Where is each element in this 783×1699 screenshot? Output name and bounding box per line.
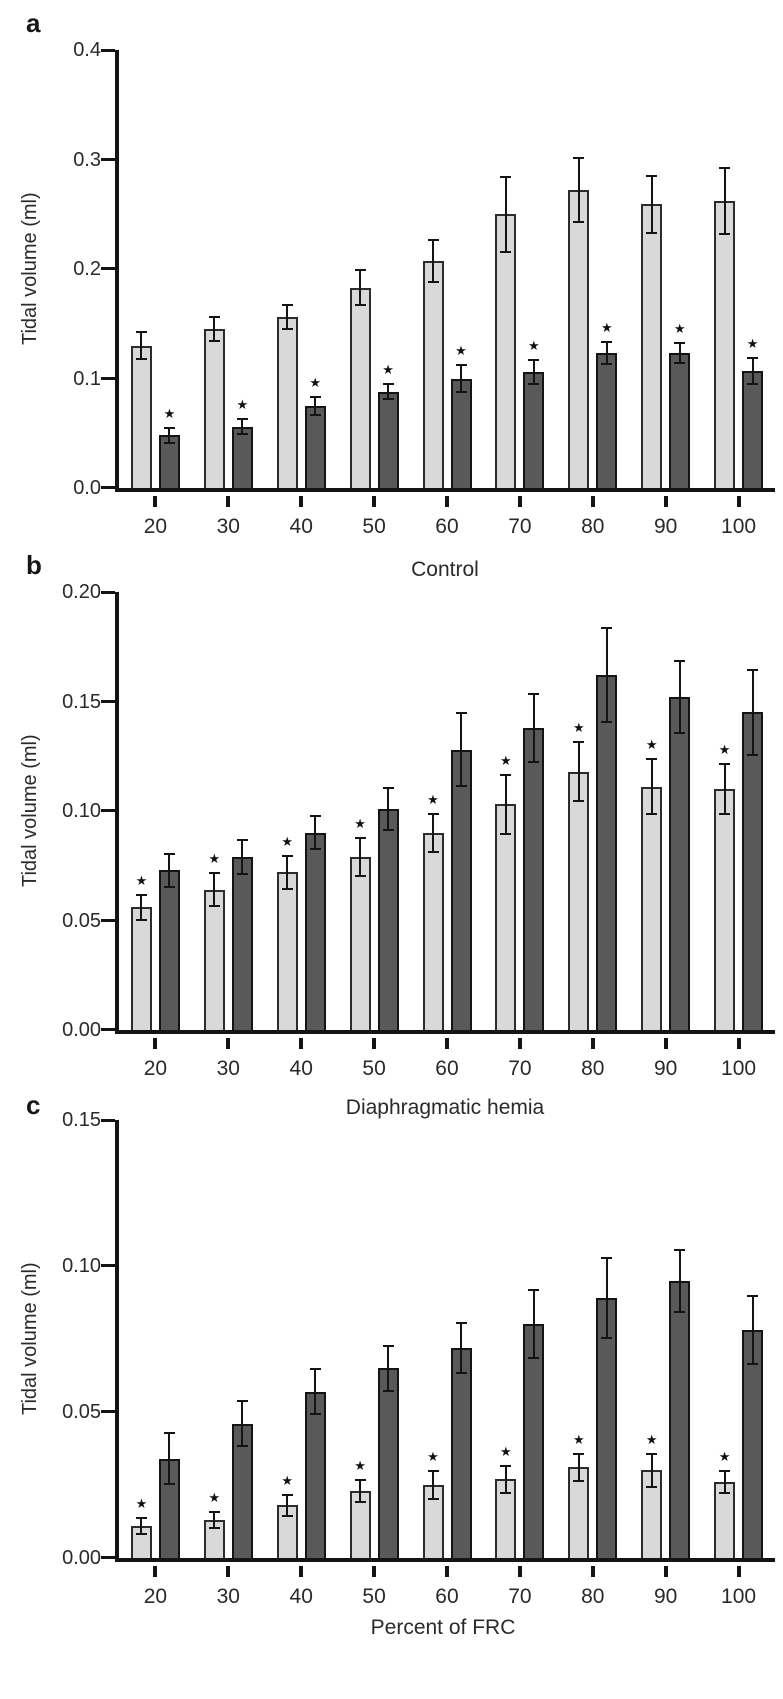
y-tick-label: 0.00 (62, 1019, 101, 1041)
y-tick (101, 591, 115, 594)
error-bar (528, 1289, 539, 1359)
significance-asterisk: ★ (673, 321, 686, 337)
panel-c-header (0, 1088, 783, 1120)
x-tick-label: 30 (216, 1585, 240, 1608)
dark-gray-bar (742, 371, 763, 488)
error-bar (601, 341, 612, 365)
panel-b-y-axis-label: Tidal volume (ml) (19, 734, 41, 888)
significance-asterisk: ★ (236, 396, 249, 412)
dark-gray-bar (378, 1368, 399, 1558)
x-tick (518, 1566, 522, 1577)
x-tick (737, 1566, 741, 1577)
significance-asterisk: ★ (208, 1490, 221, 1506)
dark-gray-bar (305, 406, 326, 488)
x-tick (299, 496, 303, 507)
dark-gray-bar (305, 1392, 326, 1558)
significance-asterisk: ★ (135, 1496, 148, 1512)
significance-asterisk: ★ (600, 320, 613, 336)
error-bar (747, 1295, 758, 1365)
significance-asterisk: ★ (163, 405, 176, 421)
dark-gray-bar (232, 857, 253, 1030)
dark-gray-bar (523, 728, 544, 1030)
error-bar (646, 758, 657, 815)
error-bar (747, 357, 758, 385)
y-tick-label: 0.0 (73, 477, 101, 499)
dark-gray-bar (378, 809, 399, 1030)
x-tick (153, 1038, 157, 1049)
y-tick-label: 0.15 (62, 690, 101, 713)
x-tick (226, 496, 230, 507)
significance-asterisk: ★ (455, 343, 467, 359)
error-bar (719, 1470, 730, 1493)
x-tick-label: 70 (508, 1585, 532, 1608)
dark-gray-bar (669, 697, 690, 1030)
error-bar (428, 1470, 439, 1499)
light-gray-bar (714, 789, 735, 1030)
dark-gray-bar (305, 833, 326, 1030)
y-tick (101, 1119, 115, 1122)
error-bar (355, 837, 366, 876)
error-bar (719, 167, 730, 235)
error-bar (136, 1517, 147, 1535)
x-tick-label: 60 (435, 515, 459, 538)
error-bar (136, 894, 147, 920)
panel-a-y-axis-label: Tidal volume (ml) (19, 192, 41, 346)
x-tick-label: 40 (289, 1585, 313, 1608)
y-tick-label: 0.10 (62, 1255, 101, 1277)
error-bar (646, 175, 657, 234)
error-bar (355, 1479, 366, 1502)
significance-asterisk: ★ (746, 335, 759, 351)
error-bar (601, 627, 612, 723)
panel-letter-a: a (26, 8, 41, 38)
dark-gray-bar (596, 675, 617, 1030)
x-tick (591, 1038, 595, 1049)
x-tick-label: 90 (653, 515, 678, 538)
x-tick-label: 30 (216, 515, 240, 538)
error-bar (237, 839, 248, 874)
error-bar (573, 157, 584, 223)
significance-asterisk: ★ (427, 792, 439, 808)
x-tick-label: 90 (653, 1585, 678, 1608)
y-tick (101, 919, 115, 922)
y-tick (101, 486, 115, 489)
error-bar (456, 712, 467, 786)
error-bar (209, 316, 220, 342)
x-tick-label: 30 (216, 1057, 240, 1080)
x-tick (372, 1038, 376, 1049)
error-bar (383, 787, 394, 831)
x-tick (445, 1566, 449, 1577)
significance-asterisk: ★ (281, 833, 294, 849)
significance-asterisk: ★ (309, 375, 322, 391)
light-gray-bar (131, 346, 152, 488)
panel-a-y-axis (15, 39, 101, 499)
y-tick (101, 267, 115, 270)
y-tick (101, 1264, 115, 1267)
error-bar (164, 853, 175, 888)
x-tick-label: 50 (362, 515, 386, 538)
panel-letter-b: b (26, 550, 42, 580)
x-tick-label: 100 (721, 1585, 757, 1608)
x-tick-label: 50 (362, 1585, 386, 1608)
error-bar (456, 1322, 467, 1375)
y-tick (101, 1410, 115, 1413)
panel-a-header (0, 4, 783, 50)
x-tick-label: 80 (581, 1585, 605, 1608)
error-bar (310, 396, 321, 416)
significance-asterisk: ★ (382, 361, 394, 377)
y-tick-label: 0.10 (62, 800, 101, 822)
x-tick (226, 1038, 230, 1049)
error-bar (428, 239, 439, 283)
dark-gray-bar (378, 392, 399, 488)
y-tick (101, 809, 115, 812)
error-bar (500, 1465, 511, 1494)
y-tick-label: 0.2 (73, 258, 101, 280)
panel-a-plot-area (19, 39, 775, 538)
error-bar (573, 741, 584, 802)
x-tick (591, 1566, 595, 1577)
dark-gray-bar (451, 379, 472, 489)
x-tick-label: 50 (362, 1057, 386, 1080)
error-bar (674, 1249, 685, 1313)
y-tick (101, 700, 115, 703)
panel-c-y-axis (15, 1109, 101, 1569)
x-tick-label: 20 (143, 515, 168, 538)
light-gray-bar (641, 787, 662, 1030)
x-tick-label: 90 (653, 1057, 678, 1080)
light-gray-bar (131, 907, 152, 1030)
light-gray-bar (204, 329, 225, 488)
light-gray-bar (495, 214, 516, 488)
x-tick-label: 100 (721, 515, 757, 538)
significance-asterisk: ★ (572, 1431, 585, 1447)
light-gray-bar (423, 833, 444, 1030)
significance-asterisk: ★ (500, 1443, 512, 1459)
significance-asterisk: ★ (354, 1458, 366, 1474)
x-tick-label: 80 (581, 1057, 605, 1080)
dark-gray-bar (523, 372, 544, 488)
x-axis-label: Percent of FRC (370, 1616, 516, 1639)
dark-gray-bar (669, 1281, 690, 1558)
x-tick (372, 1566, 376, 1577)
x-tick-label: 40 (289, 1057, 313, 1080)
y-tick-label: 0.20 (62, 581, 101, 603)
panel-b-header (0, 546, 783, 592)
dark-gray-bar (669, 353, 690, 488)
panel-a (0, 4, 783, 538)
error-bar (719, 763, 730, 816)
y-tick (101, 1028, 115, 1031)
error-bar (164, 1432, 175, 1485)
error-bar (282, 304, 293, 330)
error-bar (573, 1453, 584, 1482)
x-tick (226, 1566, 230, 1577)
x-tick-label: 60 (435, 1585, 459, 1608)
y-tick-label: 0.3 (73, 148, 101, 171)
error-bar (355, 269, 366, 306)
significance-asterisk: ★ (645, 1431, 658, 1447)
light-gray-bar (568, 772, 589, 1030)
error-bar (646, 1453, 657, 1488)
x-tick (153, 496, 157, 507)
y-tick-label: 0.4 (73, 39, 101, 61)
x-tick-label: 40 (289, 515, 313, 538)
dark-gray-bar (742, 712, 763, 1030)
y-tick-label: 0.00 (62, 1547, 101, 1569)
significance-asterisk: ★ (645, 737, 658, 753)
significance-asterisk: ★ (718, 1449, 731, 1465)
error-bar (428, 813, 439, 852)
dark-gray-bar (451, 750, 472, 1030)
error-bar (674, 342, 685, 364)
error-bar (500, 774, 511, 835)
x-tick (445, 496, 449, 507)
dark-gray-bar (596, 353, 617, 488)
light-gray-bar (277, 317, 298, 488)
panel-b (0, 546, 783, 1080)
y-tick (101, 158, 115, 161)
x-tick-label: 70 (508, 1057, 532, 1080)
x-tick (445, 1038, 449, 1049)
error-bar (282, 1494, 293, 1517)
light-gray-bar (204, 890, 225, 1030)
light-gray-bar (350, 288, 371, 488)
x-tick (518, 1038, 522, 1049)
y-tick-label: 0.05 (62, 909, 101, 932)
error-bar (237, 418, 248, 436)
dark-gray-bar (159, 870, 180, 1030)
error-bar (282, 855, 293, 890)
significance-asterisk: ★ (427, 1449, 439, 1465)
x-tick-label: 80 (581, 515, 605, 538)
error-bar (528, 359, 539, 385)
significance-asterisk: ★ (208, 851, 221, 867)
significance-asterisk: ★ (718, 741, 731, 757)
error-bar (237, 1400, 248, 1447)
error-bar (747, 669, 758, 757)
x-tick (737, 496, 741, 507)
significance-asterisk: ★ (528, 337, 540, 353)
panel-c-plot-area (19, 1109, 775, 1608)
y-tick-label: 0.05 (62, 1401, 101, 1423)
error-bar (310, 1368, 321, 1415)
error-bar (601, 1257, 612, 1339)
panel-c (0, 1088, 783, 1640)
panel-c-title: Diaphragmatic hemia (345, 1096, 545, 1119)
x-tick (518, 496, 522, 507)
y-tick (101, 377, 115, 380)
x-tick (664, 496, 668, 507)
x-tick (153, 1566, 157, 1577)
error-bar (383, 1345, 394, 1392)
light-gray-bar (714, 201, 735, 488)
error-bar (500, 176, 511, 253)
dark-gray-bar (232, 427, 253, 488)
significance-asterisk: ★ (354, 816, 366, 832)
x-tick-label: 70 (508, 515, 532, 538)
panel-b-title: Control (411, 558, 479, 581)
x-tick-label: 60 (435, 1057, 459, 1080)
panel-b-y-axis (15, 581, 101, 1041)
significance-asterisk: ★ (281, 1472, 294, 1488)
significance-asterisk: ★ (572, 719, 585, 735)
x-tick-label: 20 (143, 1057, 168, 1080)
dark-gray-bar (451, 1348, 472, 1558)
panel-b-plot-area (19, 581, 775, 1080)
light-gray-bar (495, 804, 516, 1030)
x-tick (664, 1566, 668, 1577)
error-bar (209, 1511, 220, 1529)
error-bar (674, 660, 685, 734)
error-bar (136, 331, 147, 359)
error-bar (164, 427, 175, 445)
light-gray-bar (350, 857, 371, 1030)
significance-asterisk: ★ (135, 873, 148, 889)
x-tick-label: 100 (721, 1057, 757, 1080)
light-gray-bar (641, 204, 662, 488)
y-tick (101, 49, 115, 52)
error-bar (456, 364, 467, 392)
light-gray-bar (423, 261, 444, 488)
error-bar (310, 815, 321, 850)
x-tick (591, 496, 595, 507)
error-bar (383, 383, 394, 401)
light-gray-bar (568, 190, 589, 488)
x-tick (299, 1038, 303, 1049)
y-tick (101, 1556, 115, 1559)
x-tick (299, 1566, 303, 1577)
y-tick-label: 0.15 (62, 1109, 101, 1131)
y-tick-label: 0.1 (73, 367, 101, 390)
error-bar (528, 693, 539, 763)
x-tick (737, 1038, 741, 1049)
panel-letter-c: c (26, 1090, 41, 1120)
light-gray-bar (277, 872, 298, 1030)
x-tick (664, 1038, 668, 1049)
error-bar (209, 872, 220, 907)
significance-asterisk: ★ (500, 752, 512, 768)
x-tick (372, 496, 376, 507)
x-tick-label: 20 (143, 1585, 168, 1608)
panel-c-y-axis-label: Tidal volume (ml) (19, 1262, 41, 1416)
